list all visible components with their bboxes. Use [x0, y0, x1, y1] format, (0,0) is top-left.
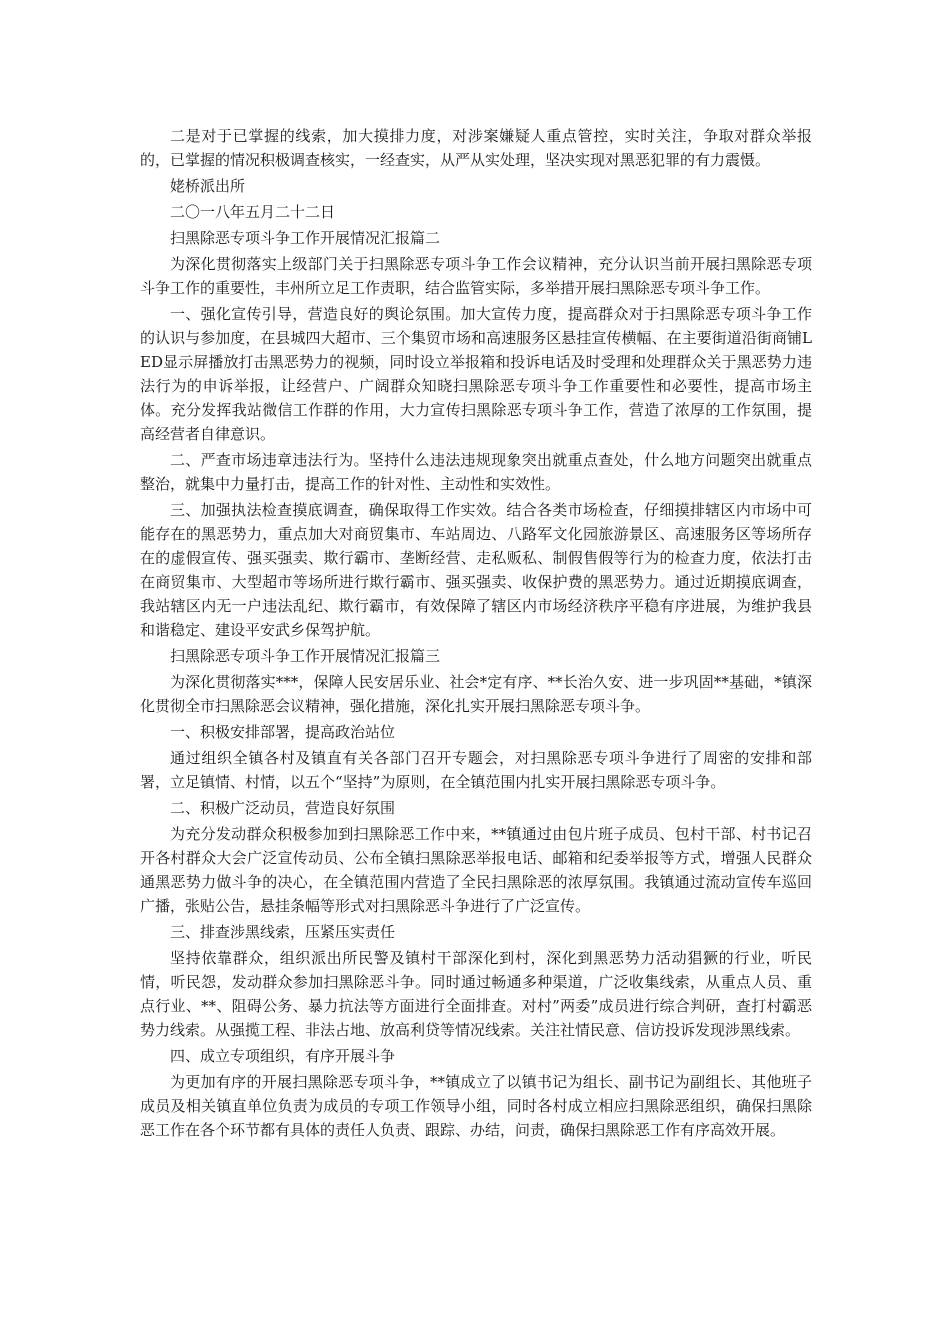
- paragraph-enforcement: 三、加强执法检查摸底调查，确保取得工作实效。结合各类市场检查，仔细摸排辖区内市场中可能存在的黑恶势力，重点加大对商贸集市、车站周边、八路军文化园旅游景区、高速服务区等场所存在的虚假宣传、强买强卖、欺行霸市、垄断经营、走私贩私、制假售假等行为的检查力度，依法打击在商贸集市、大型超市等场所进行欺行霸市、强买强卖、收保护费的黑恶势力。通过近期摸底调查，我站辖区内无一户违法乱纪、欺行霸市，有效保障了辖区内市场经济秩序平稳有序进展，为维护我县和谐稳定、建设平安武乡保驾护航。: [140, 501, 812, 639]
- document-body: [140, 124, 812, 1144]
- signature-date: 二〇一八年五月二十二日: [170, 203, 336, 221]
- heading-mobilization: 二、积极广泛动员，营造良好氛围: [170, 799, 396, 817]
- heading-special-organization: 四、成立专项组织，有序开展斗争: [170, 1047, 396, 1065]
- paragraph-publicity: 一、强化宣传引导，营造良好的舆论氛围。加大宣传力度，提高群众对于扫黑除恶专项斗争工作的认识与参加度，在县城四大超市、三个集贸市场和高速服务区悬挂宣传横幅、在主要街道沿街商铺LED显示屏播放打击黑恶势力的视频，同时设立举报箱和投诉电话及时受理和处理群众关于黑恶势力违法行为的申诉举报，让经营户、广阔群众知晓扫黑除恶专项斗争工作重要性和必要性，提高市场主体。充分发挥我站微信工作群的作用，大力宣传扫黑除恶专项斗争工作，营造了浓厚的工作氛围，提高经营者自律意识。: [140, 305, 812, 443]
- paragraph-part-three-intro: 为深化贯彻落实***，保障人民安居乐业、社会*定有序、**长治久安、进一步巩固**基础，*镇深化贯彻全市扫黑除恶会议精神，强化措施，深化扎实开展扫黑除恶专项斗争。: [140, 673, 812, 715]
- paragraph-clue-followup: 二是对于已掌握的线索，加大摸排力度，对涉案嫌疑人重点管控，实时关注，争取对群众举报的，已掌握的情况积极调查核实，一经查实，从严从实处理，坚决实现对黑恶犯罪的有力震慑。: [140, 127, 812, 169]
- section-title-part-two: 扫黑除恶专项斗争工作开展情况汇报篇二: [170, 229, 441, 247]
- section-title-part-three: 扫黑除恶专项斗争工作开展情况汇报篇三: [170, 647, 441, 665]
- heading-deployment: 一、积极安排部署，提高政治站位: [170, 723, 396, 741]
- heading-clue-investigation: 三、排查涉黑线索，压紧压实责任: [170, 923, 396, 941]
- paragraph-part-two-intro: 为深化贯彻落实上级部门关于扫黑除恶专项斗争工作会议精神，充分认识当前开展扫黑除恶专项斗争工作的重要性，丰州所立足工作责职，结合监管实际，多举措开展扫黑除恶专项斗争工作。: [140, 255, 812, 297]
- paragraph-special-organization: 为更加有序的开展扫黑除恶专项斗争，**镇成立了以镇书记为组长、副书记为副组长、其他班子成员及相关镇直单位负责为成员的专项工作领导小组，同时各村成立相应扫黑除恶组织，确保扫黑除恶工作在各个环节都有具体的责任人负责、跟踪、办结，问责，确保扫黑除恶工作有序高效开展。: [140, 1073, 812, 1139]
- paragraph-mobilization: 为充分发动群众积极参加到扫黑除恶工作中来，**镇通过由包片班子成员、包村干部、村书记召开各村群众大会广泛宣传动员、公布全镇扫黑除恶举报电话、邮箱和纪委举报等方式，增强人民群众通黑恶势力做斗争的决心，在全镇范围内营造了全民扫黑除恶的浓厚氛围。我镇通过流动宣传车巡回广播，张贴公告，悬挂条幅等形式对扫黑除恶斗争进行了广泛宣传。: [140, 825, 812, 915]
- paragraph-clue-investigation: 坚持依靠群众，组织派出所民警及镇村干部深化到村，深化到黑恶势力活动猖獗的行业，听民情，听民怨，发动群众参加扫黑除恶斗争。同时通过畅通多种渠道，广泛收集线索，从重点人员、重点行业、**、阻碍公务、暴力抗法等方面进行全面排查。对村”两委”成员进行综合判研，查打村霸恶势力线索。从强揽工程、非法占地、放高利贷等情况线索。关注社情民意、信访投诉发现涉黑线索。: [140, 949, 812, 1039]
- paragraph-deployment: 通过组织全镇各村及镇直有关各部门召开专题会，对扫黑除恶专项斗争进行了周密的安排和部署，立足镇情、村情，以五个“坚持”为原则，在全镇范围内扎实开展扫黑除恶专项斗争。: [140, 749, 812, 791]
- paragraph-market-violations: 二、严查市场违章违法行为。坚持什么违法违规现象突出就重点查处，什么地方问题突出就重点整治，就集中力量打击，提高工作的针对性、主动性和实效性。: [140, 451, 812, 493]
- signature-police-station: 姥桥派出所: [170, 177, 246, 195]
